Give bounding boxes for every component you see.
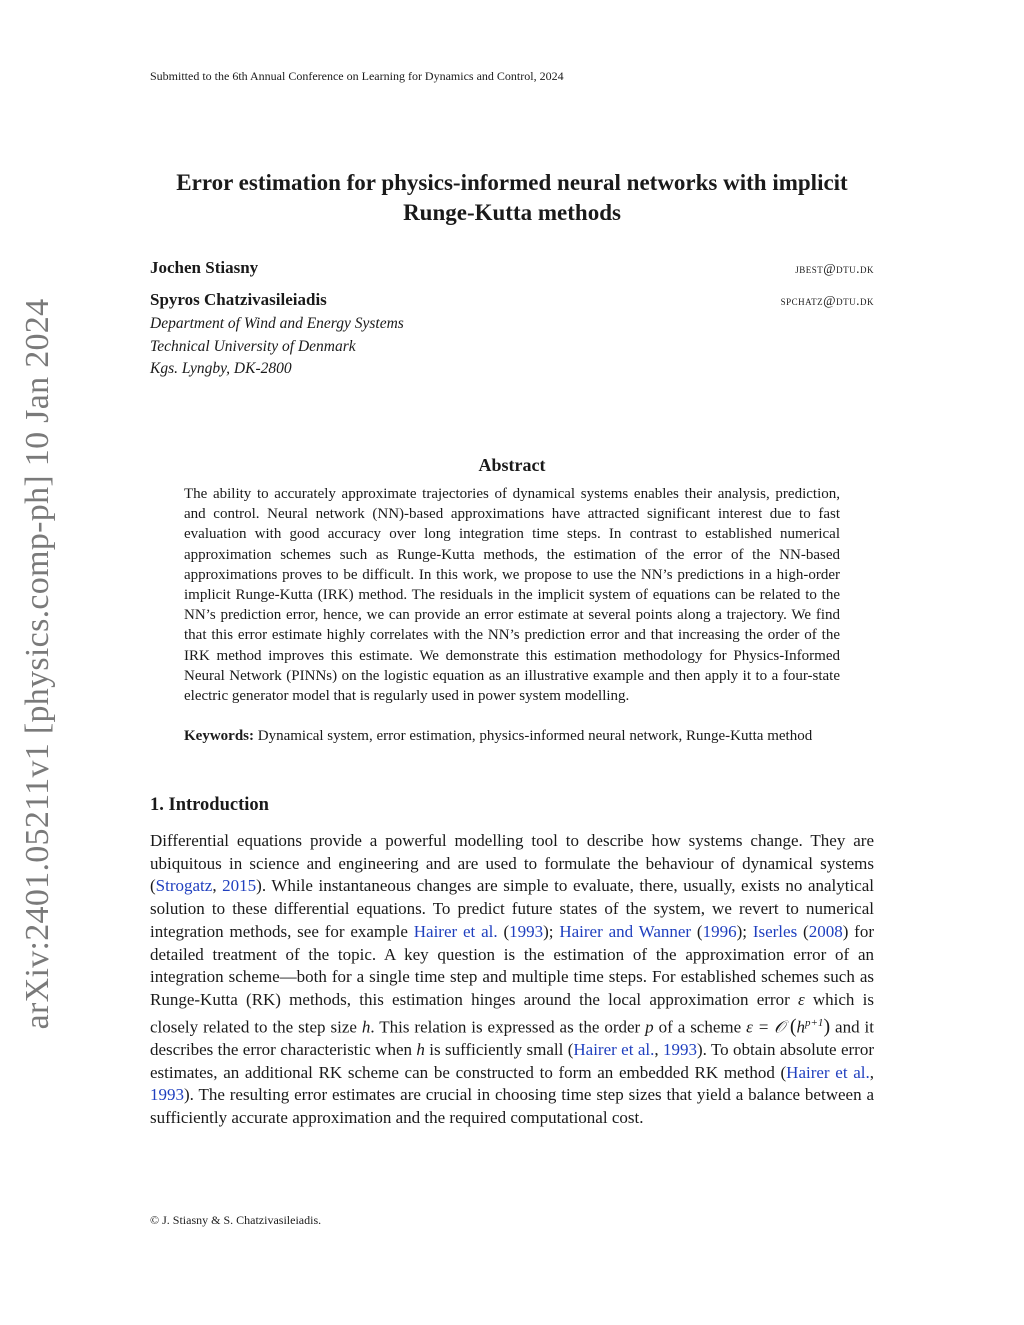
text: ( (797, 921, 809, 941)
citation-link[interactable]: 2008 (808, 921, 843, 941)
text: ) for detailed treatment of the topic. A key question is the estimation of the approximation error of an integration scheme—both for a single time step and multiple time steps. For established schemes such as Runge-Kutta (RK) methods, this estimation hinges around the local approximation error (150, 921, 874, 1009)
author-email[interactable]: jbest@dtu.dk (795, 261, 874, 276)
text: ); (736, 921, 753, 941)
math-superscript: p+1 (805, 1016, 824, 1029)
section-heading (150, 795, 269, 816)
math-paren: ) (823, 1015, 831, 1038)
citation-link[interactable]: Hairer et al. (786, 1062, 870, 1082)
citation-link[interactable]: 1993 (662, 1039, 697, 1059)
citation-link[interactable]: 1993 (150, 1085, 184, 1105)
arxiv-side-stamp (0, 0, 76, 1325)
citation-link[interactable]: Iserles (752, 921, 798, 941)
author-email[interactable]: spchatz@dtu.dk (780, 293, 874, 308)
text: ). While instantaneous changes are simple to evaluate, there, usually, exists no analytical solution to these differential equations. To predict future states of the system, we revert to numerical integration methods, see for example (150, 876, 875, 941)
text: is sufficiently small ( (424, 1039, 574, 1059)
author-row (150, 290, 874, 310)
text: ); (543, 921, 560, 941)
text: , (212, 876, 223, 896)
copyright-footer: © J. Stiasny & S. Chatzivasileiadis. (150, 1213, 322, 1227)
author-name: Spyros Chatzivasileiadis (150, 290, 327, 309)
math-symbol: h (361, 1017, 371, 1037)
author-name: Jochen Stiasny (150, 258, 259, 277)
keywords (184, 726, 840, 746)
text: , (869, 1062, 874, 1082)
text: ). The resulting error estimates are crucial in choosing time step sizes that yield a balance between a sufficiently accurate approximation and the required computational cost. (150, 1085, 874, 1128)
math-paren: ( (789, 1015, 797, 1038)
math-symbol: h (416, 1039, 425, 1059)
abstract-body: The ability to accurately approximate trajectories of dynamical systems enables their analysis, prediction, and control. Neural network (NN)-based approximations have attracted significant interest due to fast evaluation with good accuracy over long integration time steps. In contrast to established numerical approximation schemes such as Runge-Kutta methods, the estimation of the error of the NN-based approximations proves to be difficult. In this work, we propose to use the NN’s predictions in a high-order implicit Runge-Kutta (IRK) method. The residuals in the implicit system of equations can be related to the NN’s prediction error, hence, we can provide an error estimate at several points along a trajectory. We find that this error estimate highly correlates with the NN’s prediction error and that increasing the order of the IRK method improves this estimate. We demonstrate this estimation methodology for Physics-Informed Neural Network (PINNs) on the logistic equation as an illustrative example and then apply it to a four-state electric generator model that is regularly used in power system modelling. (184, 486, 840, 705)
citation-link[interactable]: Hairer et al. (573, 1039, 655, 1059)
citation-link[interactable]: Hairer and Wanner (559, 921, 692, 941)
citation-link[interactable]: Strogatz (155, 876, 213, 896)
text: ( (691, 921, 703, 941)
section-number: 1. (150, 795, 164, 815)
section-title: Introduction (168, 795, 269, 815)
author-row (150, 258, 874, 278)
text: ). To obtain absolute error estimates, an additional RK scheme can be constructed to form an embedded RK method ( (150, 1039, 874, 1082)
text: of a scheme (653, 1017, 747, 1037)
math-symbol: ε (797, 989, 805, 1009)
keywords-list: Dynamical system, error estimation, physics-informed neural network, Runge-Kutta method (257, 728, 813, 744)
abstract-heading: Abstract (478, 455, 546, 475)
math-equation: ε = 𝒪 (746, 1017, 785, 1037)
text: and it describes the error characteristic when (150, 1017, 874, 1059)
intro-paragraph (150, 830, 874, 1130)
text: Differential equations provide a powerful modelling tool to describe how systems change. They are ubiquitous in science and engineering and are used to formulate the behaviour of dynamical systems ( (150, 831, 874, 896)
math-symbol: p (645, 1017, 654, 1037)
venue-header: Submitted to the 6th Annual Conference on Learning for Dynamics and Control, 2024 (150, 69, 564, 83)
paper-title: Error estimation for physics-informed neural networks with implicit Runge-Kutta methods (176, 170, 848, 225)
text: , (654, 1039, 663, 1059)
keywords-label: Keywords: (184, 728, 254, 744)
text: . This relation is expressed as the order (370, 1017, 646, 1037)
arxiv-identifier: arXiv:2401.05211v1 [physics.comp-ph] 10 Jan 2024 (19, 298, 56, 1030)
math-symbol: h (796, 1017, 805, 1037)
citation-link[interactable]: Hairer et al. (413, 921, 498, 941)
affiliation-line: Technical University of Denmark (150, 337, 356, 355)
text: ( (497, 921, 510, 941)
affiliation (150, 313, 404, 381)
text: which is closely related to the step size (150, 989, 874, 1037)
citation-link[interactable]: 2015 (222, 876, 257, 896)
affiliation-line: Kgs. Lyngby, DK-2800 (150, 360, 292, 377)
affiliation-line: Department of Wind and Energy Systems (150, 315, 404, 332)
citation-link[interactable]: 1996 (702, 921, 737, 941)
citation-link[interactable]: 1993 (509, 921, 544, 941)
